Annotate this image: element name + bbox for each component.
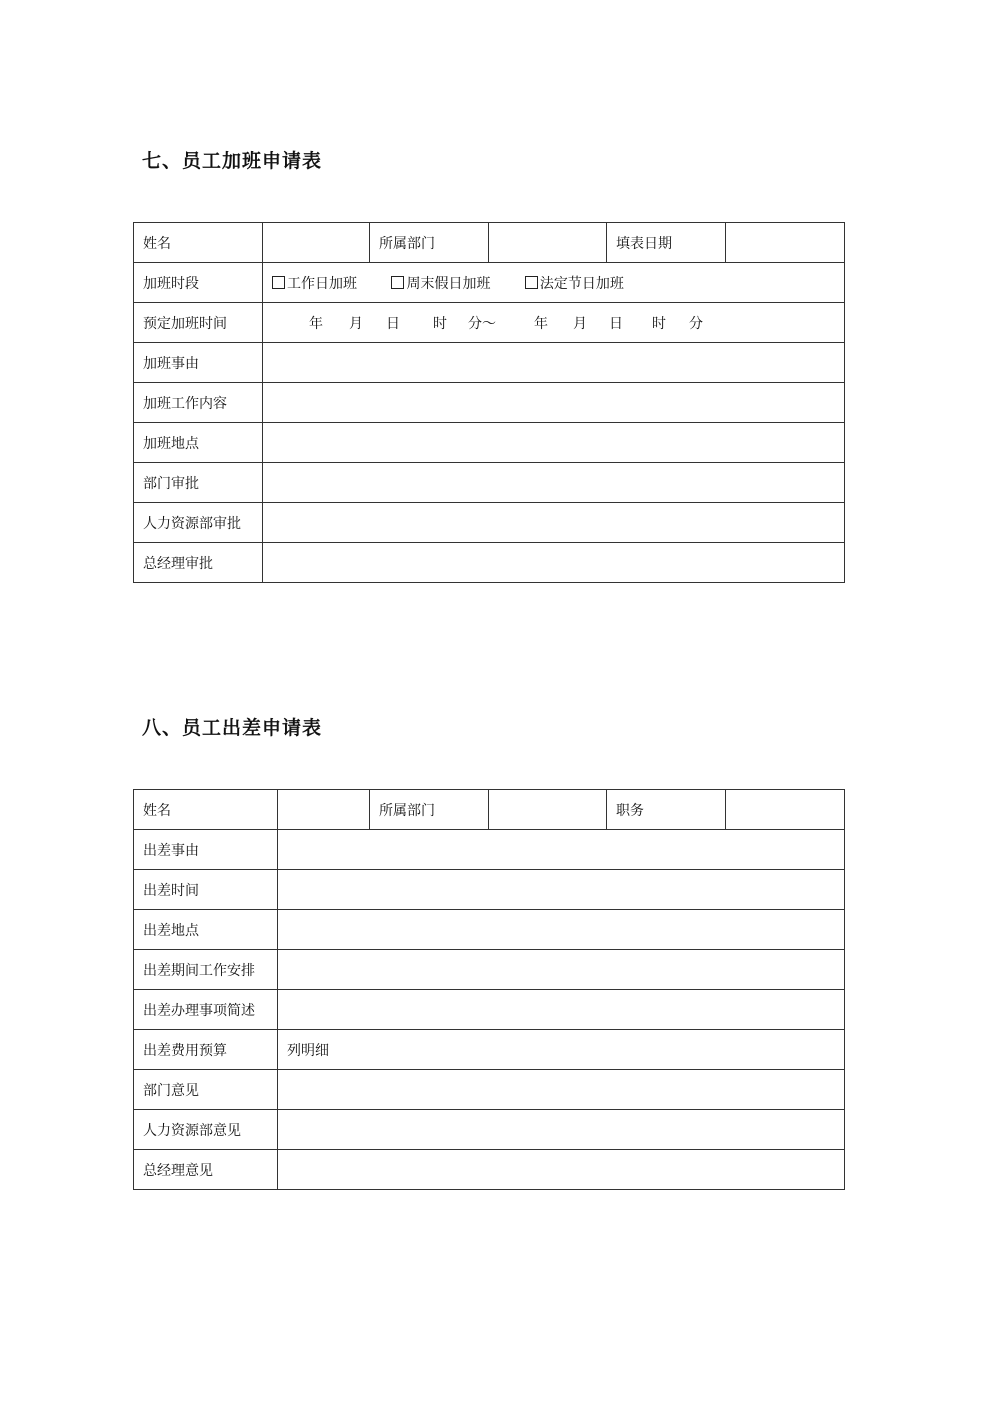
checkbox[interactable] <box>391 276 404 289</box>
dept-label: 所属部门 <box>370 790 489 830</box>
matters-label: 出差办理事项简述 <box>134 990 278 1030</box>
time-unit-day: 日 <box>386 315 400 332</box>
travel-form-title: 八、员工出差申请表 <box>142 717 323 739</box>
table-row <box>134 303 845 343</box>
overtime-form-table <box>133 222 845 583</box>
dept-label: 所属部门 <box>370 223 489 263</box>
hr-opinion-label: 人力资源部意见 <box>134 1110 278 1150</box>
location-label: 出差地点 <box>134 910 278 950</box>
hr-approval-field[interactable] <box>263 503 845 543</box>
fill-date-label: 填表日期 <box>607 223 726 263</box>
period-option-weekday[interactable]: 工作日加班 <box>272 273 357 293</box>
period-option-weekend[interactable]: 周末假日加班 <box>391 273 490 293</box>
hr-approval-label: 人力资源部审批 <box>134 503 263 543</box>
budget-field[interactable]: 列明细 <box>278 1030 845 1070</box>
period-options <box>263 263 845 303</box>
dept-opinion-label: 部门意见 <box>134 1070 278 1110</box>
table-row <box>134 990 845 1030</box>
planned-time-field[interactable] <box>263 303 845 343</box>
gm-opinion-field[interactable] <box>278 1150 845 1190</box>
time-label: 出差时间 <box>134 870 278 910</box>
name-field[interactable] <box>263 223 370 263</box>
location-field[interactable] <box>263 423 845 463</box>
table-row <box>134 950 845 990</box>
table-row <box>134 830 845 870</box>
time-unit-month: 月 <box>349 315 363 332</box>
overtime-form-title: 七、员工加班申请表 <box>142 150 323 172</box>
period-label: 加班时段 <box>134 263 263 303</box>
work-arrangement-field[interactable] <box>278 950 845 990</box>
time-unit-hour: 时 <box>433 315 447 332</box>
matters-field[interactable] <box>278 990 845 1030</box>
reason-label: 加班事由 <box>134 343 263 383</box>
budget-label: 出差费用预算 <box>134 1030 278 1070</box>
dept-field[interactable] <box>489 223 607 263</box>
table-row <box>134 343 845 383</box>
dept-approval-label: 部门审批 <box>134 463 263 503</box>
table-row <box>134 463 845 503</box>
gm-approval-label: 总经理审批 <box>134 543 263 583</box>
table-row <box>134 263 845 303</box>
work-arrangement-label: 出差期间工作安排 <box>134 950 278 990</box>
table-row <box>134 543 845 583</box>
content-label: 加班工作内容 <box>134 383 263 423</box>
table-row <box>134 870 845 910</box>
period-option-holiday[interactable]: 法定节日加班 <box>525 273 624 293</box>
time-unit-hour: 时 <box>652 315 666 332</box>
checkbox[interactable] <box>525 276 538 289</box>
name-field[interactable] <box>278 790 370 830</box>
dept-approval-field[interactable] <box>263 463 845 503</box>
time-unit-minute: 分 <box>689 315 703 332</box>
reason-field[interactable] <box>278 830 845 870</box>
reason-label: 出差事由 <box>134 830 278 870</box>
table-row <box>134 1070 845 1110</box>
reason-field[interactable] <box>263 343 845 383</box>
time-unit-year: 年 <box>309 315 323 332</box>
hr-opinion-field[interactable] <box>278 1110 845 1150</box>
planned-time-label: 预定加班时间 <box>134 303 263 343</box>
time-unit-range-separator: 分～ <box>468 315 496 332</box>
table-row <box>134 1110 845 1150</box>
gm-approval-field[interactable] <box>263 543 845 583</box>
travel-form-table <box>133 789 845 1190</box>
table-row <box>134 503 845 543</box>
dept-opinion-field[interactable] <box>278 1070 845 1110</box>
time-unit-day: 日 <box>609 315 623 332</box>
time-unit-year: 年 <box>534 315 548 332</box>
time-unit-month: 月 <box>573 315 587 332</box>
name-label: 姓名 <box>134 790 278 830</box>
table-row <box>134 383 845 423</box>
table-row <box>134 1030 845 1070</box>
table-row <box>134 423 845 463</box>
location-label: 加班地点 <box>134 423 263 463</box>
fill-date-field[interactable] <box>726 223 845 263</box>
location-field[interactable] <box>278 910 845 950</box>
content-field[interactable] <box>263 383 845 423</box>
table-row <box>134 223 845 263</box>
dept-field[interactable] <box>489 790 607 830</box>
table-row <box>134 1150 845 1190</box>
name-label: 姓名 <box>134 223 263 263</box>
table-row <box>134 910 845 950</box>
position-field[interactable] <box>726 790 845 830</box>
gm-opinion-label: 总经理意见 <box>134 1150 278 1190</box>
table-row <box>134 790 845 830</box>
position-label: 职务 <box>607 790 726 830</box>
checkbox[interactable] <box>272 276 285 289</box>
time-field[interactable] <box>278 870 845 910</box>
